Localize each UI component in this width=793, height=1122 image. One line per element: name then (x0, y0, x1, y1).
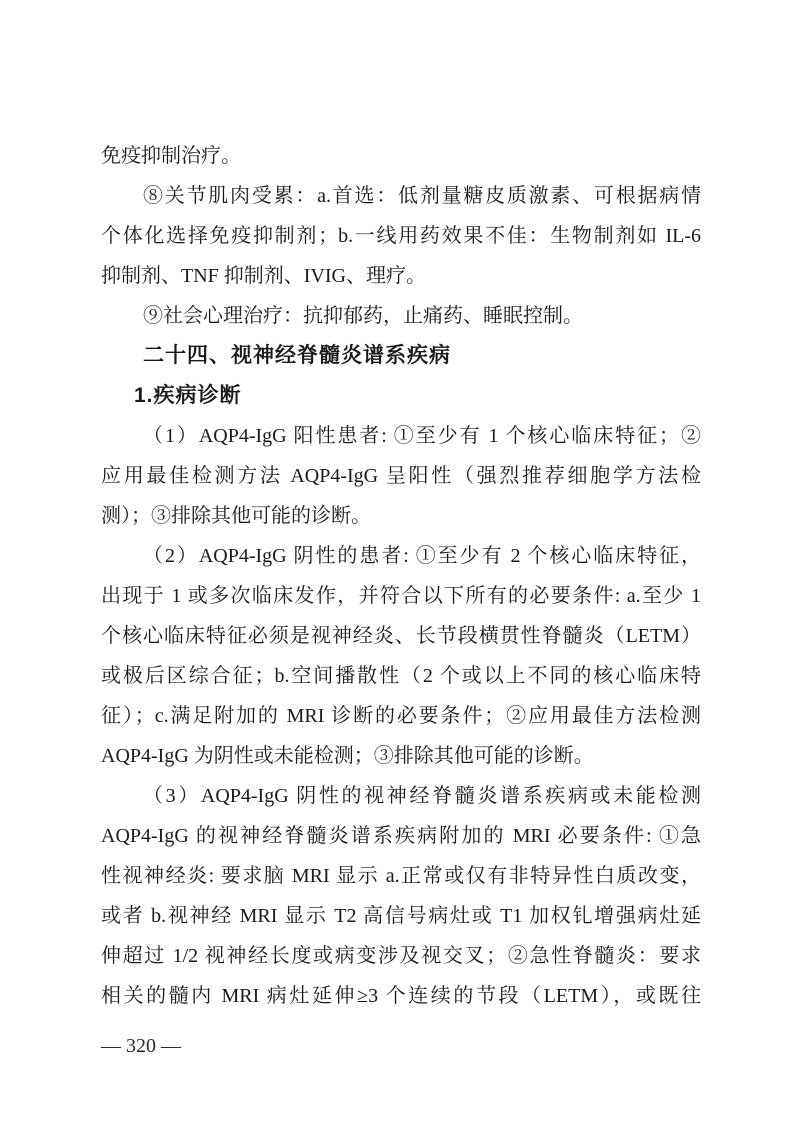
text-line: 抑制剂、TNF 抑制剂、IVIG、理疗。 (101, 265, 426, 287)
text-line: （1）AQP4-IgG 阳性患者: ①至少有 1 个核心临床特征；② (143, 425, 701, 447)
text-line: 应用最佳检测方法 AQP4-IgG 呈阳性（强烈推荐细胞学方法检 (101, 465, 701, 487)
section-heading (101, 336, 701, 376)
text-line: 或极后区综合征；b.空间播散性（2 个或以上不同的核心临床特 (101, 665, 701, 687)
text-line: 性视神经炎: 要求脑 MRI 显示 a.正常或仅有非特异性白质改变， (101, 865, 701, 887)
text-line: 出现于 1 或多次临床发作，并符合以下所有的必要条件: a.至少 1 (101, 585, 701, 607)
text-line: 1.疾病诊断 (134, 384, 242, 407)
paragraph (101, 776, 701, 1016)
text-line: 或者 b.视神经 MRI 显示 T2 高信号病灶或 T1 加权钆增强病灶延 (101, 905, 701, 927)
text-line: 征）；c.满足附加的 MRI 诊断的必要条件；②应用最佳方法检测 (101, 705, 701, 727)
text-line: 个体化选择免疫抑制剂；b.一线用药效果不佳：生物制剂如 IL-6 (101, 225, 701, 247)
paragraph (101, 416, 701, 536)
paragraph (101, 536, 701, 776)
paragraph (101, 176, 701, 296)
text-line: ⑨社会心理治疗：抗抑郁药，止痛药、睡眠控制。 (143, 305, 583, 327)
text-line: （2）AQP4-IgG 阴性的患者: ①至少有 2 个核心临床特征， (143, 545, 701, 567)
section-heading (101, 376, 701, 416)
document-content (101, 136, 701, 1016)
text-line: 相关的髓内 MRI 病灶延伸≥3 个连续的节段（LETM），或既往 (101, 985, 701, 1007)
text-line: ⑧关节肌肉受累：a.首选：低剂量糖皮质激素、可根据病情 (143, 185, 701, 207)
paragraph (101, 136, 701, 176)
text-line: 二十四、视神经脊髓炎谱系疾病 (143, 344, 451, 367)
text-line: 个核心临床特征必须是视神经炎、长节段横贯性脊髓炎（LETM） (101, 625, 701, 647)
text-line: 免疫抑制治疗。 (101, 145, 241, 167)
paragraph (101, 296, 701, 336)
page-footer (101, 1026, 181, 1066)
text-line: 测）；③排除其他可能的诊断。 (101, 505, 371, 527)
text-line: AQP4-IgG 的视神经脊髓炎谱系疾病附加的 MRI 必要条件: ①急 (101, 825, 701, 847)
page-number: — 320 — (101, 1035, 181, 1057)
text-line: 伸超过 1/2 视神经长度或病变涉及视交叉；②急性脊髓炎：要求 (101, 945, 701, 967)
text-line: AQP4-IgG 为阴性或未能检测；③排除其他可能的诊断。 (101, 745, 594, 767)
text-line: （3）AQP4-IgG 阴性的视神经脊髓炎谱系疾病或未能检测 (143, 785, 701, 807)
